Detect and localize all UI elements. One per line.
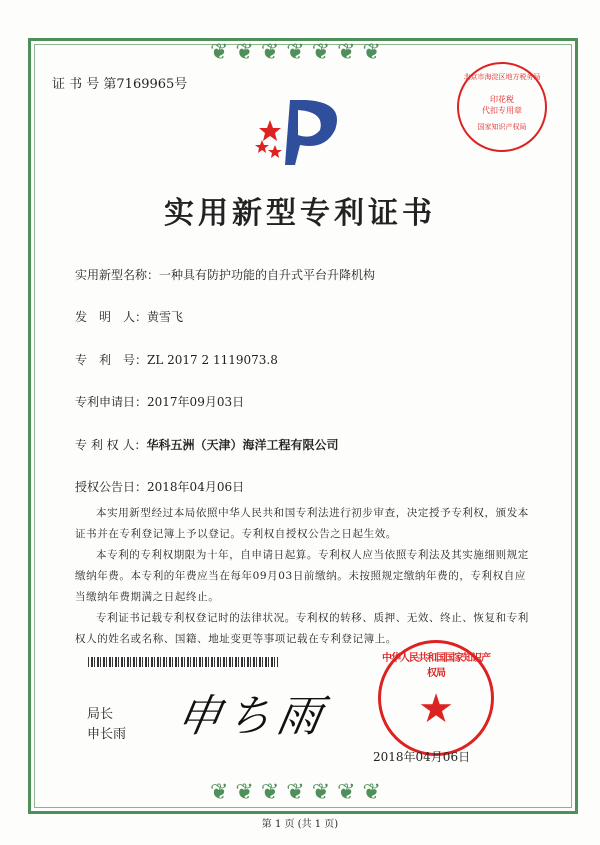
- seal-star-icon: ★: [418, 686, 454, 732]
- field-application-date: 专利申请日：2017年09月03日: [75, 395, 245, 409]
- field-grant-date: 授权公告日：2018年04月06日: [75, 480, 245, 494]
- cnipa-logo-icon: [250, 90, 350, 170]
- body-paragraph: 本专利的专利权期限为十年，自申请日起算。专利权人应当依照专利法及其实施细则规定缴纳年费。本专利的年费应当在每年09月03日前缴纳。未按照规定缴纳年费的，专利权自应当缴纳年费期满之日起终止。: [75, 549, 529, 603]
- tax-stamp-center1: 印花税: [490, 95, 514, 104]
- director-name: 申长雨: [87, 727, 127, 742]
- tax-stamp-bottom: 国家知识产权局: [477, 123, 527, 131]
- issue-date: 2018年04月06日: [373, 750, 471, 764]
- body-paragraph: 专利证书记载专利权登记时的法律状况。专利权的转移、质押、无效、终止、恢复和专利权人的姓名或名称、国籍、地址变更等事项记载在专利登记簿上。: [75, 612, 529, 645]
- page-footer: 第 1 页 (共 1 页): [261, 819, 339, 830]
- field-utility-model-name: 实用新型名称：一种具有防护功能的自升式平台升降机构: [75, 268, 376, 282]
- tax-stamp-center2: 代扣专用章: [482, 106, 522, 115]
- tax-stamp: [457, 62, 547, 152]
- certificate-body: [75, 503, 530, 650]
- page-title: 实用新型专利证书: [164, 196, 436, 231]
- barcode: [88, 657, 278, 667]
- signature: 申ち雨: [172, 691, 332, 742]
- field-inventor: 发 明 人：黄雪飞: [75, 310, 184, 324]
- director-title: 局长: [87, 707, 114, 722]
- body-paragraph: 本实用新型经过本局依照中华人民共和国专利法进行初步审查，决定授予专利权，颁发本证书并在专利登记簿上予以登记。专利权自授权公告之日起生效。: [75, 507, 529, 540]
- field-patent-number: 专 利 号：ZL 2017 2 1119073.8: [75, 353, 278, 367]
- field-patentee: 专 利 权 人：华科五洲（天津）海洋工程有限公司: [75, 438, 339, 452]
- tax-stamp-ring: 北京市海淀区地方税务局: [463, 73, 541, 81]
- official-seal: [378, 640, 494, 756]
- ornament-top-icon: ❦ ❦ ❦ ❦ ❦ ❦ ❦: [210, 40, 381, 65]
- seal-text: 中华人民共和国国家知识产权局: [382, 653, 490, 679]
- ornament-bottom-icon: ❦ ❦ ❦ ❦ ❦ ❦ ❦: [210, 780, 381, 805]
- certificate-number: 证 书 号 第7169965号: [52, 77, 188, 92]
